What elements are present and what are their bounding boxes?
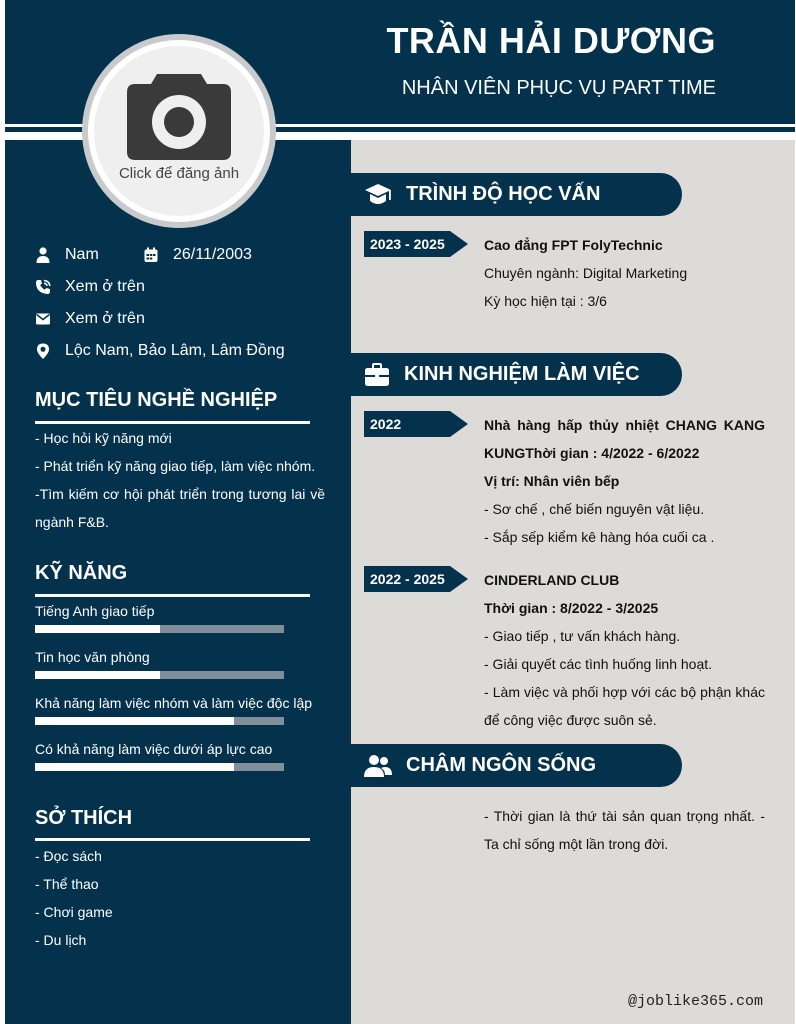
graduation-cap-icon <box>364 182 392 208</box>
period-tag <box>364 411 468 437</box>
cv-page <box>5 0 795 1024</box>
users-icon <box>364 754 392 778</box>
objective-line: - Phát triển kỹ năng giao tiếp, làm việc nhóm. <box>35 458 316 474</box>
skills-heading[interactable]: KỸ NĂNG <box>35 562 128 584</box>
mail-icon <box>35 311 51 327</box>
objective-text[interactable] <box>35 424 325 536</box>
motto-heading[interactable]: CHÂM NGÔN SỐNG <box>406 754 596 776</box>
candidate-name[interactable]: TRẦN HẢI DƯƠNG <box>386 20 716 61</box>
skill-bar-fill <box>35 763 234 771</box>
education-banner <box>351 173 682 216</box>
motto-text[interactable] <box>484 802 765 858</box>
camera-icon <box>127 70 231 160</box>
job-entry[interactable] <box>484 411 765 551</box>
job-detail: - Làm việc và phối hợp với các bộ phận khác để công việc được suôn sẻ. <box>484 684 765 728</box>
skill-label[interactable]: Tin học văn phòng <box>35 649 150 665</box>
hobby-item: - Thể thao <box>35 876 99 892</box>
period-tag <box>364 566 468 592</box>
section-underline <box>35 838 310 841</box>
skill-bar <box>35 671 284 679</box>
gender-row <box>35 246 99 264</box>
skill-label[interactable]: Tiếng Anh giao tiếp <box>35 603 155 619</box>
motto-banner <box>351 744 682 787</box>
hobbies-heading[interactable]: SỞ THÍCH <box>35 807 133 829</box>
period-label[interactable]: 2022 - 2025 <box>370 571 445 587</box>
birthday-row <box>143 246 252 264</box>
email-row <box>35 310 145 328</box>
user-icon <box>35 247 51 263</box>
job-detail: - Sắp sếp kiểm kê hàng hóa cuối ca . <box>484 529 715 545</box>
experience-heading[interactable]: KINH NGHIỆM LÀM VIỆC <box>404 363 640 385</box>
email-value[interactable]: Xem ở trên <box>65 310 145 327</box>
hobby-item: - Chơi game <box>35 904 113 920</box>
address-value[interactable]: Lộc Nam, Bảo Lâm, Lâm Đồng <box>65 342 285 359</box>
skill-bar <box>35 763 284 771</box>
job-detail: - Sơ chế , chế biến nguyên vật liệu. <box>484 501 705 517</box>
skill-label[interactable]: Khả năng làm việc nhóm và làm việc độc lập <box>35 695 313 711</box>
avatar-upload-hint: Click để đăng ảnh <box>118 165 240 182</box>
education-entry[interactable] <box>484 231 765 315</box>
current-semester: Kỳ học hiện tại : 3/6 <box>484 293 607 309</box>
experience-banner <box>351 353 682 396</box>
period-tag <box>364 231 468 257</box>
hobby-item: - Đọc sách <box>35 848 102 864</box>
job-title[interactable]: NHÂN VIÊN PHỤC VỤ PART TIME <box>401 77 716 99</box>
period-label[interactable]: 2022 <box>370 416 402 432</box>
phone-value[interactable]: Xem ở trên <box>65 278 145 295</box>
job-position: Vị trí: Nhân viên bếp <box>484 473 620 489</box>
education-heading[interactable]: TRÌNH ĐỘ HỌC VẤN <box>406 183 601 205</box>
skill-bar <box>35 717 284 725</box>
phone-row <box>35 278 145 296</box>
job-entry[interactable] <box>484 566 765 734</box>
job-heading: Nhà hàng hấp thủy nhiệt CHANG KANG KUNGThời gian : 4/2022 - 6/2022 <box>484 417 765 461</box>
skill-bar-fill <box>35 625 160 633</box>
major: Chuyên ngành: Digital Marketing <box>484 265 688 281</box>
avatar-upload[interactable] <box>94 46 264 216</box>
job-detail: - Giao tiếp , tư vấn khách hàng. <box>484 628 681 644</box>
job-detail: - Giải quyết các tình huống linh hoạt. <box>484 656 713 672</box>
school-name: Cao đẳng FPT FolyTechnic <box>484 237 663 253</box>
location-pin-icon <box>35 343 51 359</box>
objective-heading[interactable]: MỤC TIÊU NGHỀ NGHIỆP <box>35 389 278 411</box>
skill-label[interactable]: Có khả năng làm việc dưới áp lực cao <box>35 741 273 757</box>
skill-bar-fill <box>35 671 160 679</box>
objective-line: -Tìm kiếm cơ hội phát triển trong tương lai về ngành F&B. <box>35 486 325 530</box>
watermark: @joblike365.com <box>627 993 763 1010</box>
skill-bar <box>35 625 284 633</box>
job-position: Thời gian : 8/2022 - 3/2025 <box>484 600 659 616</box>
address-row <box>35 342 285 360</box>
job-heading: CINDERLAND CLUB <box>484 572 620 588</box>
period-label[interactable]: 2023 - 2025 <box>370 236 445 252</box>
skill-bar-fill <box>35 717 234 725</box>
calendar-icon <box>143 247 159 263</box>
objective-line: - Học hỏi kỹ năng mới <box>35 430 172 446</box>
section-underline <box>35 594 310 597</box>
hobby-item: - Du lịch <box>35 932 87 948</box>
phone-icon <box>35 279 51 295</box>
gender-value[interactable]: Nam <box>65 246 99 263</box>
motto-line: - Thời gian là thứ tài sản quan trọng nhất. - Ta chỉ sống một lần trong đời. <box>484 808 765 852</box>
briefcase-icon <box>364 363 390 387</box>
birthday-value[interactable]: 26/11/2003 <box>173 246 252 263</box>
hobbies-list[interactable] <box>35 842 325 954</box>
